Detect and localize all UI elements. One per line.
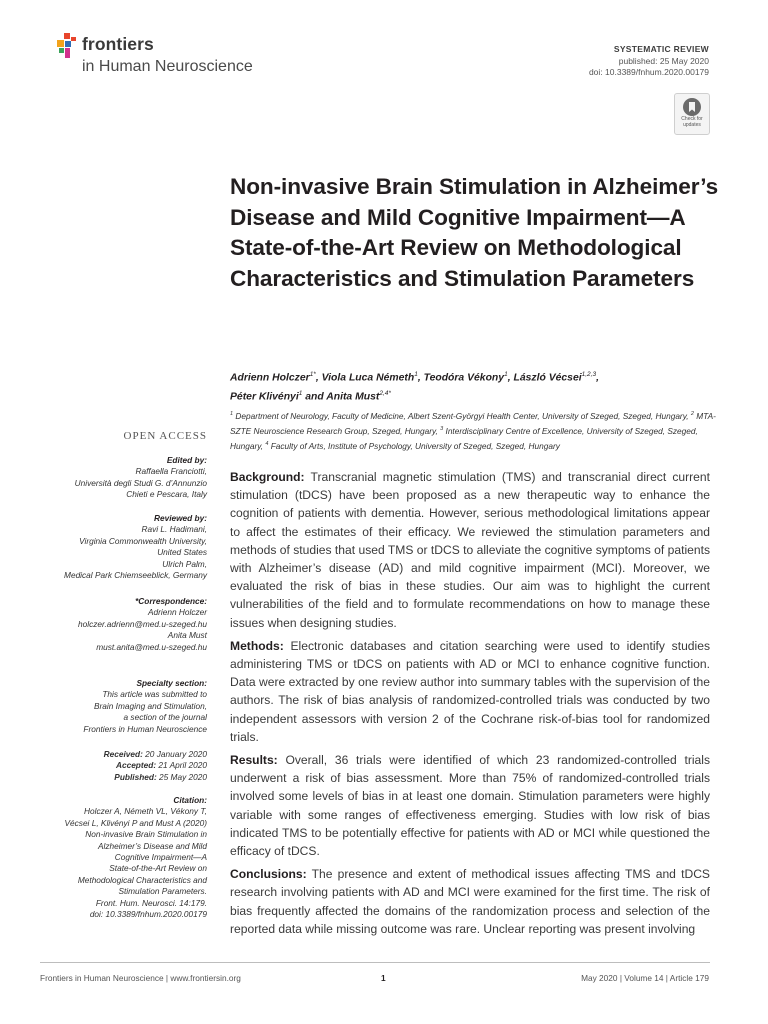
affiliation-text: Interdisciplinary Centre of Excellence, University of Szeged, Szeged, Hungary,	[230, 425, 698, 451]
citation-heading: Citation:	[173, 795, 207, 805]
citation-line: Stimulation Parameters.	[118, 886, 207, 897]
citation-line: Front. Hum. Neurosci. 14:179.	[95, 897, 207, 908]
citation-doi-link[interactable]: doi: 10.3389/fnhum.2020.00179	[89, 909, 207, 920]
received-date: Received: 20 January 2020	[103, 749, 207, 759]
specialty-line: This article was submitted to	[102, 689, 207, 700]
correspondence-name: Anita Must	[167, 630, 207, 641]
published-date: published: 25 May 2020	[618, 56, 709, 66]
correspondence-block	[78, 596, 207, 653]
affiliation-number: 1	[230, 411, 234, 417]
abstract-results: Results: Overall, 36 trials were identified of which 23 randomized-controlled trials underwent a risk of bias assessment. More than 75% of randomized-controlled trials involved some levels of bias in at least one domain. Stimulation parameters were highly variable with some ranges of effectiveness emerging. Studies with low risk of bias indicated TMS to be potentially effective for patients with AD or MCI while questioned the efficacy of tDCS.	[230, 753, 710, 859]
specialty-line: Brain Imaging and Stimulation,	[94, 700, 207, 711]
author-affiliation-mark: 1*	[309, 371, 316, 378]
author-separator: ,	[507, 372, 514, 384]
correspondence-email-link[interactable]: must.anita@med.u-szeged.hu	[96, 641, 207, 652]
author-name[interactable]: László Vécsei	[513, 372, 582, 384]
specialty-section-block	[83, 678, 207, 735]
journal-name: in Human Neuroscience	[82, 58, 253, 75]
edited-by-block	[75, 455, 207, 501]
affiliation-text: MTA-SZTE Neuroscience Research Group, Szeged, Hungary,	[230, 410, 716, 436]
affiliation-text: Faculty of Arts, Institute of Psychology, University of Szeged, Szeged, Hungary	[268, 440, 560, 451]
check-for-updates-badge[interactable]	[674, 93, 710, 135]
logo-wordmark: frontiers	[82, 34, 154, 54]
reviewed-by-block	[64, 513, 207, 581]
correspondence-heading: *Correspondence:	[135, 596, 207, 606]
author-name[interactable]: Viola Luca Németh	[321, 372, 415, 384]
citation-line: Vécsei L, Klivényi P and Must A (2020)	[64, 817, 207, 828]
editor-line: Chieti e Pescara, Italy	[126, 489, 207, 500]
abstract-methods: Methods: Electronic databases and citation searching were used to identify studies administering TMS or tDCS on patients with AD or MCI to enhance cognitive function. Data were extracted by one review author into summary tables with the supervision of the authors. The risk of bias analysis of randomized-controlled trials was conducted by two independent assessors with version 2 of the Cochrane risk-of-bias tool for randomized trials.	[230, 638, 710, 744]
citation-line: Non-invasive Brain Stimulation in	[85, 829, 207, 840]
specialty-line: a section of the journal	[123, 712, 207, 723]
check-updates-line-1: Check for	[681, 116, 703, 122]
affiliation-number: 3	[440, 425, 444, 432]
abstract-background: Background: Transcranial magnetic stimulation (TMS) and transcranial direct current stimulation (tDCS) have been proposed as a new therapeutic way to enhance the cognition of patients with dementia. However, serious methodological limitations appear to affect the estimates of their efficacy. We reviewed the stimulation parameters and methods of studies that used TMS or tDCS to alleviate the cognitive symptoms of patients with Alzheimer’s disease (AD) and mild cognitive impairment (MCI). Moreover, we evaluated the risk of bias in these studies. Our aim was to highlight the current vulnerabilities of the field and to formulate recommendations on how to manage these issues when designing studies.	[230, 470, 710, 630]
correspondence-email-link[interactable]: holczer.adrienn@med.u-szeged.hu	[78, 618, 207, 629]
editor-line: Università degli Studi G. d’Annunzio	[74, 477, 207, 488]
author-separator: and	[302, 391, 327, 403]
reviewer-line: Ravi L. Hadimani,	[141, 524, 207, 535]
author-separator: ,	[315, 372, 322, 384]
reviewer-line: United States	[157, 547, 207, 558]
author-name[interactable]: Teodóra Vékony	[423, 372, 505, 384]
author-affiliation-mark: 1,2,3	[581, 371, 597, 378]
bookmark-icon	[682, 97, 702, 117]
author-name[interactable]: Anita Must	[326, 391, 380, 403]
citation-line: Alzheimer’s Disease and Mild	[98, 840, 207, 851]
citation-line: Methodological Characteristics and	[77, 874, 207, 885]
author-list	[230, 367, 720, 406]
frontiers-logo-icon	[56, 33, 78, 59]
reviewer-line: Medical Park Chiemseeblick, Germany	[64, 570, 207, 581]
affiliation-text: Department of Neurology, Faculty of Medicine, Albert Szent-Györgyi Health Center, University of Szeged, Szeged, Hungary,	[233, 410, 691, 421]
footer-journal-link[interactable]: Frontiers in Human Neuroscience | www.frontiersin.org	[40, 973, 241, 983]
author-separator: ,	[596, 372, 599, 384]
citation-block	[65, 795, 208, 920]
edited-by-heading: Edited by:	[166, 455, 207, 465]
footer-issue-info: May 2020 | Volume 14 | Article 179	[581, 973, 709, 983]
author-affiliation-mark: 1	[298, 390, 303, 398]
abstract	[230, 468, 710, 943]
footer-divider	[40, 962, 710, 963]
published-date-sidebar: Published: 25 May 2020	[114, 771, 207, 782]
author-affiliation-mark: 1	[414, 371, 418, 378]
affiliations	[230, 408, 720, 453]
affiliation-number: 2	[690, 411, 694, 417]
correspondence-name: Adrienn Holczer	[147, 607, 207, 618]
author-separator: ,	[417, 372, 424, 384]
specialty-line: Frontiers in Human Neuroscience	[83, 723, 207, 734]
author-name[interactable]: Péter Klivényi	[230, 391, 299, 403]
dates-block	[104, 749, 207, 783]
article-type: SYSTEMATIC REVIEW	[613, 44, 709, 54]
specialty-heading: Specialty section:	[136, 678, 207, 688]
editor-line: Raffaella Franciotti,	[135, 466, 207, 477]
doi[interactable]: doi: 10.3389/fnhum.2020.00179	[588, 67, 709, 77]
citation-line: Cognitive Impairment—A	[114, 852, 207, 863]
article-title: Non-invasive Brain Stimulation in Alzheimer’s Disease and Mild Cognitive Impairment—A State-of-the-Art Review on Methodological Characteristics and Stimulation Parameters	[230, 174, 719, 291]
citation-line: Holczer A, Németh VL, Vékony T,	[84, 806, 207, 817]
author-name[interactable]: Adrienn Holczer	[230, 372, 310, 384]
open-access-label: OPEN ACCESS	[123, 430, 207, 442]
abstract-conclusions: Conclusions: The presence and extent of methodical issues affecting TMS and tDCS research involving patients with AD and MCI were examined for the first time. The risk of bias frequently affected the domains of the randomization process and selection of the reported data while missing outcome was rare. Unclear reporting was present involving	[230, 867, 710, 936]
author-affiliation-mark: 1	[504, 371, 508, 378]
citation-line: State-of-the-Art Review on	[109, 863, 207, 874]
page-number: 1	[381, 973, 386, 983]
author-affiliation-mark: 2,4*	[379, 390, 391, 398]
check-updates-line-2: updates	[683, 121, 701, 128]
reviewer-line: Virginia Commonwealth University,	[79, 535, 207, 546]
reviewer-line: Ulrich Palm,	[162, 558, 207, 569]
accepted-date: Accepted: 21 April 2020	[115, 760, 207, 771]
reviewed-by-heading: Reviewed by:	[153, 513, 207, 523]
affiliation-number: 4	[265, 440, 269, 447]
